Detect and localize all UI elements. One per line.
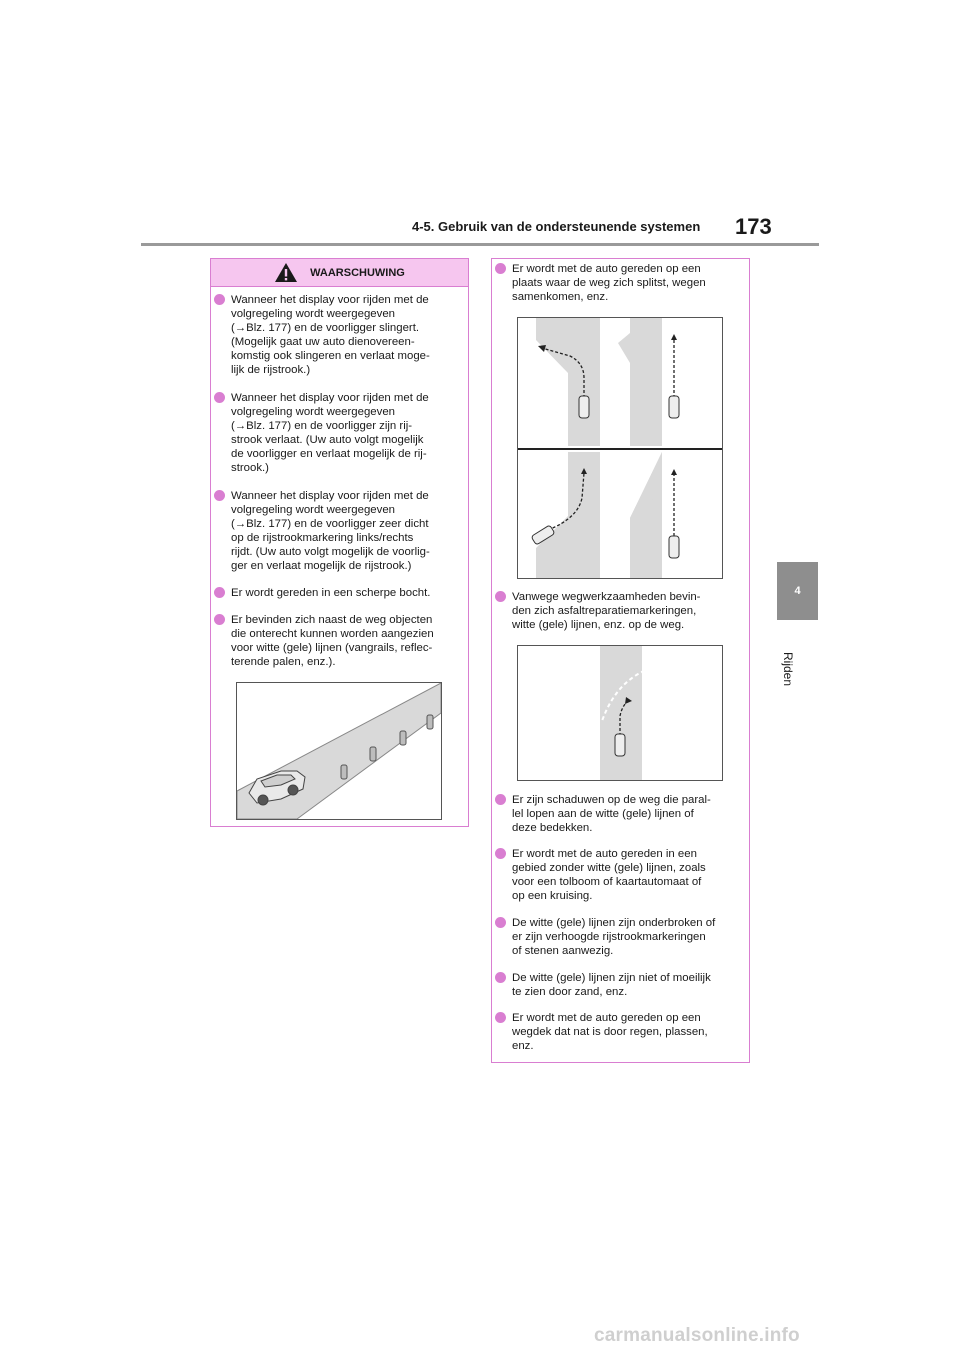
bullet-icon xyxy=(495,972,506,983)
warning-header xyxy=(211,259,468,287)
page-number: 173 xyxy=(735,214,772,239)
condition-item: Er wordt met de auto gereden op een plaats waar de weg zich splitst, wegen samenkomen, enz. xyxy=(495,262,706,304)
bullet-icon xyxy=(214,392,225,403)
repair-markings-illustration xyxy=(517,645,723,781)
bullet-icon xyxy=(495,917,506,928)
road-split-image xyxy=(518,318,722,578)
warning-item: Wanneer het display voor rijden met de volgregeling wordt weergegeven (→Blz. 177) en de voorligger zijn rij- strook verlaat. (Uw auto volgt mogelijk de voorligger en verlaat mogelijk de rij- strook.) xyxy=(214,391,429,475)
bullet-icon xyxy=(214,294,225,305)
condition-item: Er zijn schaduwen op de weg die paral- lel lopen aan de witte (gele) lijnen of deze bedekken. xyxy=(495,793,711,835)
condition-item: Vanwege wegwerkzaamheden bevin- den zich asfaltreparatiemarkeringen, witte (gele) lijnen, enz. op de weg. xyxy=(495,590,700,632)
bullet-icon xyxy=(495,591,506,602)
bullet-icon xyxy=(214,614,225,625)
warning-item: Er bevinden zich naast de weg objecten die onterecht kunnen worden aangezien voor witte (gele) lijnen (vangrails, reflec- terende palen, enz.). xyxy=(214,613,434,669)
header-divider xyxy=(141,243,819,246)
condition-item: Er wordt met de auto gereden in een gebied zonder witte (gele) lijnen, zoals voor een tolboom of kaartautomaat of op een kruising. xyxy=(495,847,706,903)
reflector-posts-illustration xyxy=(236,682,442,820)
bullet-icon xyxy=(495,794,506,805)
warning-triangle-icon xyxy=(274,262,298,283)
bullet-icon xyxy=(495,848,506,859)
warning-title: WAARSCHUWING xyxy=(310,266,405,279)
section-title: 4-5. Gebruik van de ondersteunende systemen xyxy=(412,219,701,234)
bullet-icon xyxy=(214,490,225,501)
warning-item: Wanneer het display voor rijden met de volgregeling wordt weergegeven (→Blz. 177) en de voorligger slingert. (Mogelijk gaat uw auto dienovereen- komstig ook slingeren en verlaat moge- lijk de rijstrook.) xyxy=(214,293,430,377)
condition-item: De witte (gele) lijnen zijn niet of moeilijk te zien door zand, enz. xyxy=(495,971,711,999)
road-with-posts-image xyxy=(237,683,441,819)
condition-item: De witte (gele) lijnen zijn onderbroken of er zijn verhoogde rijstrookmarkeringen of stenen aanwezig. xyxy=(495,916,715,958)
bullet-icon xyxy=(214,587,225,598)
repair-markings-image xyxy=(518,646,722,780)
chapter-label: Rijden xyxy=(781,652,795,687)
bullet-icon xyxy=(495,263,506,274)
warning-item: Er wordt gereden in een scherpe bocht. xyxy=(214,586,430,600)
chapter-tab: 4 xyxy=(777,562,818,620)
bullet-icon xyxy=(495,1012,506,1023)
condition-item: Er wordt met de auto gereden op een wegdek dat nat is door regen, plassen, enz. xyxy=(495,1011,708,1053)
warning-item: Wanneer het display voor rijden met de volgregeling wordt weergegeven (→Blz. 177) en de voorligger zeer dicht op de rijstrookmarkering links/rechts rijdt. (Uw auto volgt mogelijk de voorlig- ger en verlaat mogelijk de rijstrook.) xyxy=(214,489,430,573)
road-split-illustration xyxy=(517,317,723,579)
watermark: carmanualsonline.info xyxy=(594,1325,800,1346)
